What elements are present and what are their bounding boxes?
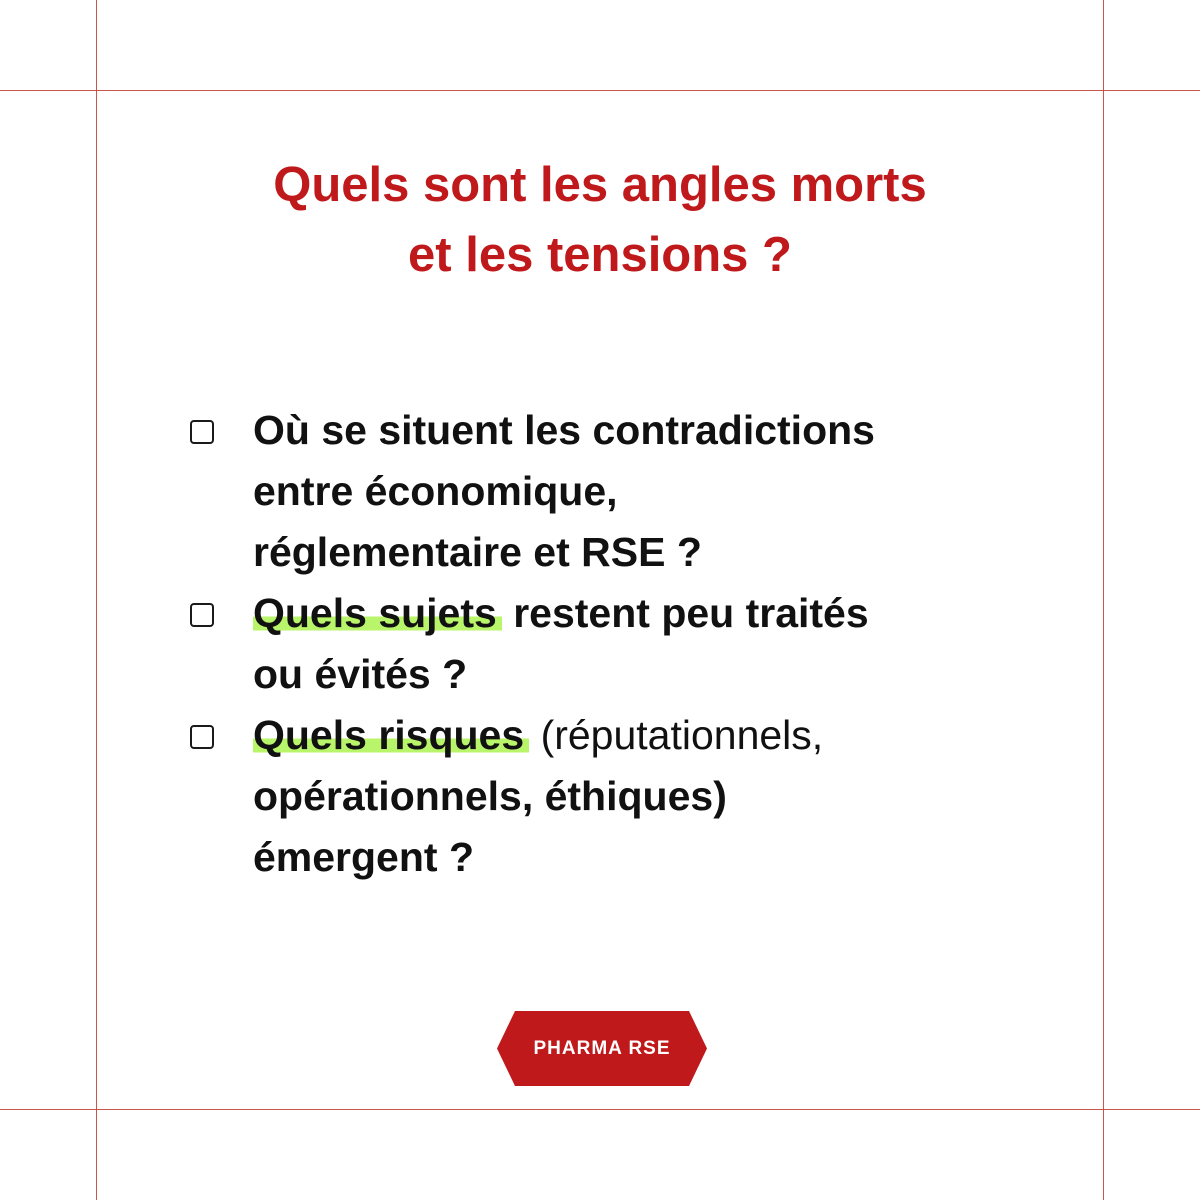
highlighted-text: Quels risques bbox=[253, 712, 529, 758]
checklist bbox=[186, 400, 1046, 888]
checklist-item-risques bbox=[186, 705, 1046, 888]
guide-line-left bbox=[96, 0, 97, 1200]
checklist-item-sujets bbox=[186, 583, 1046, 705]
item-text-line bbox=[253, 705, 1046, 766]
highlighted-text: Quels sujets bbox=[253, 590, 502, 636]
item-text-line bbox=[253, 583, 1046, 644]
item-text-line: Où se situent les contradictions bbox=[253, 407, 875, 453]
checklist-item-contradictions bbox=[186, 400, 1046, 583]
item-text-line: émergent ? bbox=[253, 834, 474, 880]
guide-line-bottom bbox=[0, 1109, 1200, 1110]
checkbox[interactable] bbox=[190, 725, 214, 749]
item-text-line: ou évités ? bbox=[253, 651, 468, 697]
pharma-rse-logo bbox=[497, 1011, 707, 1086]
item-text-line: opérationnels, éthiques) bbox=[253, 773, 727, 819]
item-text-line: réglementaire et RSE ? bbox=[253, 529, 702, 575]
title-line-1: Quels sont les angles morts bbox=[273, 158, 927, 212]
guide-line-right bbox=[1103, 0, 1104, 1200]
checkbox[interactable] bbox=[190, 420, 214, 444]
logo-text: PHARMA RSE bbox=[533, 1038, 671, 1059]
item-text-line: entre économique, bbox=[253, 468, 618, 514]
title-line-2: et les tensions ? bbox=[408, 228, 792, 282]
guide-line-top bbox=[0, 90, 1200, 91]
item-text: restent peu traités bbox=[501, 590, 869, 636]
page-title bbox=[150, 150, 1050, 290]
checkbox[interactable] bbox=[190, 603, 214, 627]
item-text: (réputationnels, bbox=[529, 712, 824, 758]
